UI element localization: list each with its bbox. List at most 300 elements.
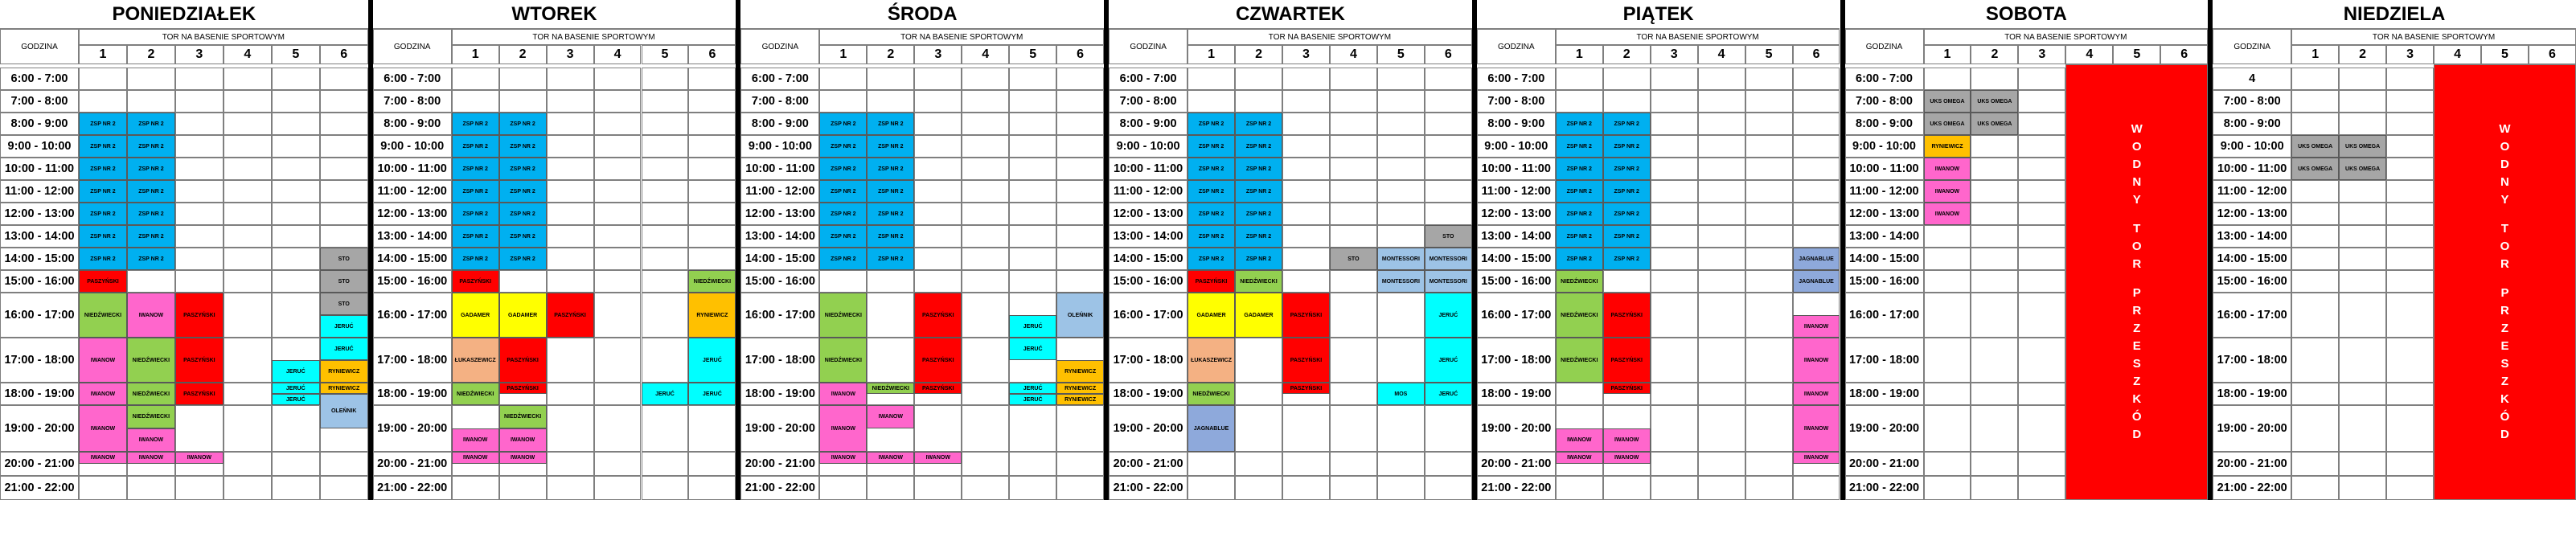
activity-block: IWANOW: [1924, 203, 1971, 225]
lane-cell: [2291, 270, 2339, 293]
lane-cell: [547, 248, 594, 270]
activity-block: NIEDŹWIECKI: [1556, 270, 1603, 293]
lane-cell: [1745, 135, 1793, 158]
activity-block: IWANOW: [79, 383, 127, 405]
lane-cell: [2386, 225, 2434, 248]
lane-cell: [1056, 113, 1104, 135]
lane-cell: [1009, 180, 1056, 203]
lane-cell: [1330, 180, 1377, 203]
lane-cell: [962, 383, 1009, 405]
activity-block: ZSP NR 2: [127, 158, 175, 180]
hour-label: 9:00 - 10:00: [1845, 135, 1924, 158]
lane-number: 2: [1235, 45, 1282, 64]
activity-block: IWANOW: [867, 405, 914, 428]
lane-cell: [1651, 405, 1698, 452]
closed-letter: N: [2500, 175, 2509, 189]
lane-cell: [547, 338, 594, 383]
lane-cell: [1056, 135, 1104, 158]
activity-block: STO: [1330, 248, 1377, 270]
lane-cell: [1745, 248, 1793, 270]
lane-cell: [2018, 452, 2065, 476]
lane-cell: [1009, 405, 1056, 452]
lane-cell: [1745, 203, 1793, 225]
lane-cell: [272, 476, 320, 500]
activity-block: JERUĆ: [272, 360, 320, 383]
lane-cell: [914, 180, 962, 203]
activity-block: NIEDŹWIECKI: [819, 293, 867, 338]
lane-cell: [2291, 293, 2339, 338]
lane-cell: [1425, 158, 1472, 180]
activity-block: ZSP NR 2: [867, 135, 914, 158]
hour-label: 13:00 - 14:00: [2213, 225, 2291, 248]
godzina-header: GODZINA: [1109, 29, 1188, 64]
lane-cell: [1651, 476, 1698, 500]
lane-cell: [2386, 203, 2434, 225]
activity-block: JAGNABLUE: [1793, 270, 1840, 293]
lane-cell: [962, 158, 1009, 180]
lane-cell: [272, 452, 320, 476]
lane-cell: [1056, 225, 1104, 248]
lane-cell: [962, 476, 1009, 500]
lane-cell: [642, 113, 689, 135]
lane-cell: [1745, 383, 1793, 405]
activity-block: UKS OMEGA: [1924, 113, 1971, 135]
activity-block: ZSP NR 2: [867, 180, 914, 203]
activity-block: ZSP NR 2: [1188, 135, 1235, 158]
lane-cell: [2291, 383, 2339, 405]
activity-block: ZSP NR 2: [1188, 158, 1235, 180]
lane-number: 3: [1282, 45, 1330, 64]
activity-block: RYNIEWICZ: [320, 360, 368, 383]
hour-label: 14:00 - 15:00: [1845, 248, 1924, 270]
hour-label: 15:00 - 16:00: [1109, 270, 1188, 293]
activity-block: ZSP NR 2: [1556, 158, 1603, 180]
lane-cell: [2018, 270, 2065, 293]
lane-cell: [1009, 113, 1056, 135]
hour-label: 8:00 - 9:00: [373, 113, 452, 135]
hour-label: 14:00 - 15:00: [1109, 248, 1188, 270]
activity-block: IWANOW: [819, 383, 867, 405]
lane-cell: [1056, 248, 1104, 270]
activity-block: ZSP NR 2: [452, 225, 499, 248]
activity-block: PASZYŃSKI: [499, 338, 547, 383]
lane-cell: [819, 68, 867, 90]
lane-cell: [224, 180, 272, 203]
closed-lanes-block: [2434, 64, 2576, 500]
lane-cell: [1556, 383, 1603, 405]
lane-cell: [1235, 68, 1282, 90]
activity-block: ZSP NR 2: [1235, 180, 1282, 203]
hour-label: 6:00 - 7:00: [373, 68, 452, 90]
hour-label: 19:00 - 20:00: [1109, 405, 1188, 452]
activity-block: ZSP NR 2: [499, 135, 547, 158]
lane-number: 5: [272, 45, 320, 64]
lane-cell: [1235, 383, 1282, 405]
lane-cell: [547, 452, 594, 476]
activity-block: NIEDŹWIECKI: [127, 338, 175, 383]
lane-cell: [1056, 158, 1104, 180]
activity-block: ZSP NR 2: [1235, 158, 1282, 180]
activity-block: ZSP NR 2: [1603, 225, 1651, 248]
lane-cell: [2339, 248, 2386, 270]
lane-cell: [1425, 476, 1472, 500]
lane-cell: [127, 68, 175, 90]
lane-cell: [1377, 338, 1425, 383]
hour-label: 7:00 - 8:00: [2213, 90, 2291, 113]
lane-number: 4: [2065, 45, 2113, 64]
lane-cell: [272, 135, 320, 158]
lane-cell: [1698, 270, 1745, 293]
lane-number: 5: [1377, 45, 1425, 64]
lane-cell: [272, 68, 320, 90]
hour-label: 9:00 - 10:00: [740, 135, 819, 158]
lane-cell: [1235, 405, 1282, 452]
activity-block: ZSP NR 2: [452, 203, 499, 225]
lane-cell: [1330, 113, 1377, 135]
activity-block: IWANOW: [1793, 315, 1840, 338]
activity-block: ZSP NR 2: [127, 113, 175, 135]
lane-cell: [1188, 90, 1235, 113]
hour-label: 18:00 - 19:00: [0, 383, 79, 405]
tor-header: TOR NA BASENIE SPORTOWYM: [1188, 29, 1472, 45]
lane-cell: [1971, 383, 2018, 405]
activity-block: ZSP NR 2: [1556, 113, 1603, 135]
lane-cell: [224, 203, 272, 225]
lane-number: 3: [547, 45, 594, 64]
lane-cell: [1282, 113, 1330, 135]
activity-block: PASZYŃSKI: [1282, 383, 1330, 394]
activity-block: OLEŃNIK: [320, 394, 368, 428]
lane-cell: [962, 180, 1009, 203]
lane-cell: [867, 476, 914, 500]
lane-cell: [688, 135, 736, 158]
lane-number: 1: [819, 45, 867, 64]
activity-block: STO: [320, 293, 368, 315]
lane-cell: [2339, 293, 2386, 338]
lane-cell: [272, 90, 320, 113]
activity-block: MONTESSORI: [1377, 270, 1425, 293]
activity-block: GADAMER: [1235, 293, 1282, 338]
lane-number: 5: [1745, 45, 1793, 64]
activity-block: IWANOW: [127, 293, 175, 338]
lane-cell: [962, 270, 1009, 293]
lane-number: 4: [594, 45, 642, 64]
lane-number: 6: [2160, 45, 2208, 64]
lane-number: 6: [1425, 45, 1472, 64]
lane-cell: [2386, 383, 2434, 405]
activity-block: PASZYŃSKI: [914, 293, 962, 338]
hour-label: 15:00 - 16:00: [2213, 270, 2291, 293]
hour-label: 20:00 - 21:00: [0, 452, 79, 476]
closed-letter: [2503, 273, 2506, 285]
lane-cell: [272, 405, 320, 452]
lane-cell: [1188, 452, 1235, 476]
lane-cell: [1377, 90, 1425, 113]
lane-cell: [2018, 405, 2065, 452]
lane-cell: [1330, 293, 1377, 338]
lane-cell: [2339, 113, 2386, 135]
activity-block: IWANOW: [499, 452, 547, 464]
activity-block: ZSP NR 2: [127, 225, 175, 248]
activity-block: IWANOW: [79, 452, 127, 464]
activity-block: IWANOW: [127, 428, 175, 452]
activity-block: IWANOW: [452, 428, 499, 452]
lane-cell: [547, 383, 594, 405]
lane-cell: [320, 203, 368, 225]
lane-cell: [1377, 135, 1425, 158]
lane-cell: [175, 203, 224, 225]
hour-label: 18:00 - 19:00: [373, 383, 452, 405]
closed-letter: [2503, 209, 2506, 220]
lane-cell: [2339, 203, 2386, 225]
activity-block: ZSP NR 2: [819, 158, 867, 180]
activity-block: NIEDŹWIECKI: [867, 383, 914, 394]
lane-number: 1: [1924, 45, 1971, 64]
lane-cell: [1377, 180, 1425, 203]
godzina-header: GODZINA: [1477, 29, 1556, 64]
lane-cell: [499, 90, 547, 113]
lane-cell: [1971, 135, 2018, 158]
hour-label: 20:00 - 21:00: [1477, 452, 1556, 476]
hour-label: 10:00 - 11:00: [1109, 158, 1188, 180]
lane-cell: [2018, 225, 2065, 248]
lane-cell: [867, 270, 914, 293]
lane-cell: [1924, 68, 1971, 90]
hour-label: 8:00 - 9:00: [1477, 113, 1556, 135]
lane-cell: [1425, 203, 1472, 225]
lane-cell: [224, 270, 272, 293]
lane-cell: [1188, 476, 1235, 500]
activity-block: IWANOW: [127, 452, 175, 464]
activity-block: ZSP NR 2: [1235, 135, 1282, 158]
lane-number: 2: [2339, 45, 2386, 64]
lane-cell: [1971, 476, 2018, 500]
activity-block: PASZYŃSKI: [1603, 383, 1651, 394]
lane-cell: [1377, 476, 1425, 500]
closed-letter: T: [2133, 222, 2141, 236]
lane-cell: [2018, 293, 2065, 338]
hour-label: 14:00 - 15:00: [373, 248, 452, 270]
lane-cell: [1009, 90, 1056, 113]
lane-cell: [914, 68, 962, 90]
lane-cell: [819, 270, 867, 293]
closed-letter: [2135, 209, 2139, 220]
lane-cell: [320, 225, 368, 248]
activity-block: IWANOW: [1556, 428, 1603, 452]
lane-cell: [1745, 452, 1793, 476]
lane-cell: [1651, 158, 1698, 180]
activity-block: ZSP NR 2: [819, 248, 867, 270]
lane-cell: [1651, 248, 1698, 270]
lane-cell: [914, 113, 962, 135]
lane-cell: [1330, 225, 1377, 248]
lane-cell: [1924, 405, 1971, 452]
lane-cell: [499, 68, 547, 90]
lane-cell: [1745, 180, 1793, 203]
hour-label: 21:00 - 22:00: [1109, 476, 1188, 500]
lane-cell: [1056, 452, 1104, 476]
lane-cell: [1793, 180, 1840, 203]
lane-cell: [962, 225, 1009, 248]
lane-cell: [914, 476, 962, 500]
lane-cell: [1425, 452, 1472, 476]
lane-cell: [2339, 452, 2386, 476]
lane-cell: [1793, 90, 1840, 113]
lane-cell: [1377, 203, 1425, 225]
activity-block: UKS OMEGA: [2291, 135, 2339, 158]
lane-cell: [320, 90, 368, 113]
lane-cell: [594, 225, 642, 248]
lane-cell: [175, 90, 224, 113]
godzina-header: GODZINA: [0, 29, 79, 64]
activity-block: IWANOW: [1793, 383, 1840, 405]
activity-block: PASZYŃSKI: [1188, 270, 1235, 293]
lane-cell: [452, 68, 499, 90]
closed-letter: W: [2499, 122, 2511, 136]
lane-cell: [1651, 225, 1698, 248]
lane-number: 2: [127, 45, 175, 64]
activity-block: IWANOW: [79, 338, 127, 383]
day-title: ŚRODA: [740, 0, 1104, 29]
activity-block: JERUĆ: [1009, 338, 1056, 360]
lane-cell: [1651, 452, 1698, 476]
lane-cell: [688, 113, 736, 135]
activity-block: JERUĆ: [320, 315, 368, 338]
activity-block: RYNIEWICZ: [1924, 135, 1971, 158]
hour-label: 10:00 - 11:00: [373, 158, 452, 180]
activity-block: ZSP NR 2: [79, 180, 127, 203]
activity-block: PASZYŃSKI: [1282, 293, 1330, 338]
hour-label: 14:00 - 15:00: [0, 248, 79, 270]
activity-block: ZSP NR 2: [79, 225, 127, 248]
hour-label: 7:00 - 8:00: [1109, 90, 1188, 113]
activity-block: PASZYŃSKI: [452, 270, 499, 293]
lane-cell: [1009, 203, 1056, 225]
hour-label: 19:00 - 20:00: [373, 405, 452, 452]
hour-label: 18:00 - 19:00: [1477, 383, 1556, 405]
activity-block: ZSP NR 2: [79, 158, 127, 180]
hour-label: 9:00 - 10:00: [373, 135, 452, 158]
lane-number: 1: [79, 45, 127, 64]
lane-cell: [867, 68, 914, 90]
lane-cell: [2291, 203, 2339, 225]
hour-label: 12:00 - 13:00: [1477, 203, 1556, 225]
activity-block: ZSP NR 2: [1603, 180, 1651, 203]
activity-block: ZSP NR 2: [452, 113, 499, 135]
lane-cell: [320, 135, 368, 158]
hour-label: 6:00 - 7:00: [1845, 68, 1924, 90]
lane-cell: [1603, 270, 1651, 293]
hour-label: 17:00 - 18:00: [1109, 338, 1188, 383]
lane-cell: [1330, 405, 1377, 452]
lane-cell: [867, 90, 914, 113]
hour-label: 15:00 - 16:00: [1845, 270, 1924, 293]
hour-label: 10:00 - 11:00: [1845, 158, 1924, 180]
lane-number: 5: [642, 45, 689, 64]
lane-number: 1: [2291, 45, 2339, 64]
lane-cell: [1377, 452, 1425, 476]
activity-block: JERUĆ: [688, 383, 736, 405]
lane-cell: [1056, 405, 1104, 452]
lane-number: 4: [962, 45, 1009, 64]
activity-block: IWANOW: [1603, 452, 1651, 464]
lane-cell: [452, 90, 499, 113]
lane-cell: [962, 135, 1009, 158]
activity-block: ZSP NR 2: [499, 113, 547, 135]
lane-cell: [1793, 158, 1840, 180]
lane-cell: [1009, 225, 1056, 248]
hour-label: 16:00 - 17:00: [373, 293, 452, 338]
lane-cell: [224, 293, 272, 338]
lane-cell: [175, 158, 224, 180]
activity-block: NIEDŹWIECKI: [1556, 293, 1603, 338]
activity-block: NIEDŹWIECKI: [127, 405, 175, 428]
lane-cell: [914, 405, 962, 452]
activity-block: ZSP NR 2: [1188, 180, 1235, 203]
lane-cell: [914, 90, 962, 113]
lane-cell: [499, 476, 547, 500]
hour-label: 11:00 - 12:00: [1109, 180, 1188, 203]
activity-block: ZSP NR 2: [127, 248, 175, 270]
hour-label: 11:00 - 12:00: [740, 180, 819, 203]
lane-cell: [1009, 158, 1056, 180]
lane-cell: [1745, 405, 1793, 452]
lane-cell: [1698, 405, 1745, 452]
activity-block: NIEDŹWIECKI: [1556, 338, 1603, 383]
lane-cell: [2386, 338, 2434, 383]
lane-cell: [2018, 113, 2065, 135]
activity-block: ZSP NR 2: [867, 203, 914, 225]
hour-label: 17:00 - 18:00: [1845, 338, 1924, 383]
activity-block: PASZYŃSKI: [499, 383, 547, 394]
lane-cell: [2386, 158, 2434, 180]
lane-cell: [594, 68, 642, 90]
lane-cell: [2291, 248, 2339, 270]
activity-block: ZSP NR 2: [819, 135, 867, 158]
lane-cell: [224, 90, 272, 113]
hour-label: 16:00 - 17:00: [1477, 293, 1556, 338]
hour-label: 17:00 - 18:00: [2213, 338, 2291, 383]
lane-cell: [1188, 68, 1235, 90]
closed-letter: Z: [2500, 375, 2509, 388]
activity-block: ZSP NR 2: [867, 248, 914, 270]
lane-cell: [962, 248, 1009, 270]
activity-block: IWANOW: [1793, 405, 1840, 452]
lane-cell: [452, 476, 499, 500]
hour-label: 15:00 - 16:00: [0, 270, 79, 293]
lane-cell: [272, 203, 320, 225]
lane-cell: [1056, 68, 1104, 90]
lane-cell: [1282, 68, 1330, 90]
lane-cell: [688, 452, 736, 476]
lane-cell: [272, 225, 320, 248]
hour-label: 12:00 - 13:00: [740, 203, 819, 225]
hour-label: 17:00 - 18:00: [373, 338, 452, 383]
activity-block: ZSP NR 2: [452, 158, 499, 180]
hour-label: 10:00 - 11:00: [2213, 158, 2291, 180]
lane-cell: [594, 113, 642, 135]
lane-cell: [1698, 338, 1745, 383]
lane-cell: [962, 338, 1009, 383]
hour-label: 17:00 - 18:00: [740, 338, 819, 383]
lane-cell: [914, 203, 962, 225]
lane-cell: [320, 158, 368, 180]
closed-letter: W: [2131, 122, 2143, 136]
activity-block: JERUĆ: [272, 394, 320, 405]
activity-block: ZSP NR 2: [1603, 203, 1651, 225]
lane-cell: [1793, 203, 1840, 225]
activity-block: PASZYŃSKI: [175, 383, 224, 405]
